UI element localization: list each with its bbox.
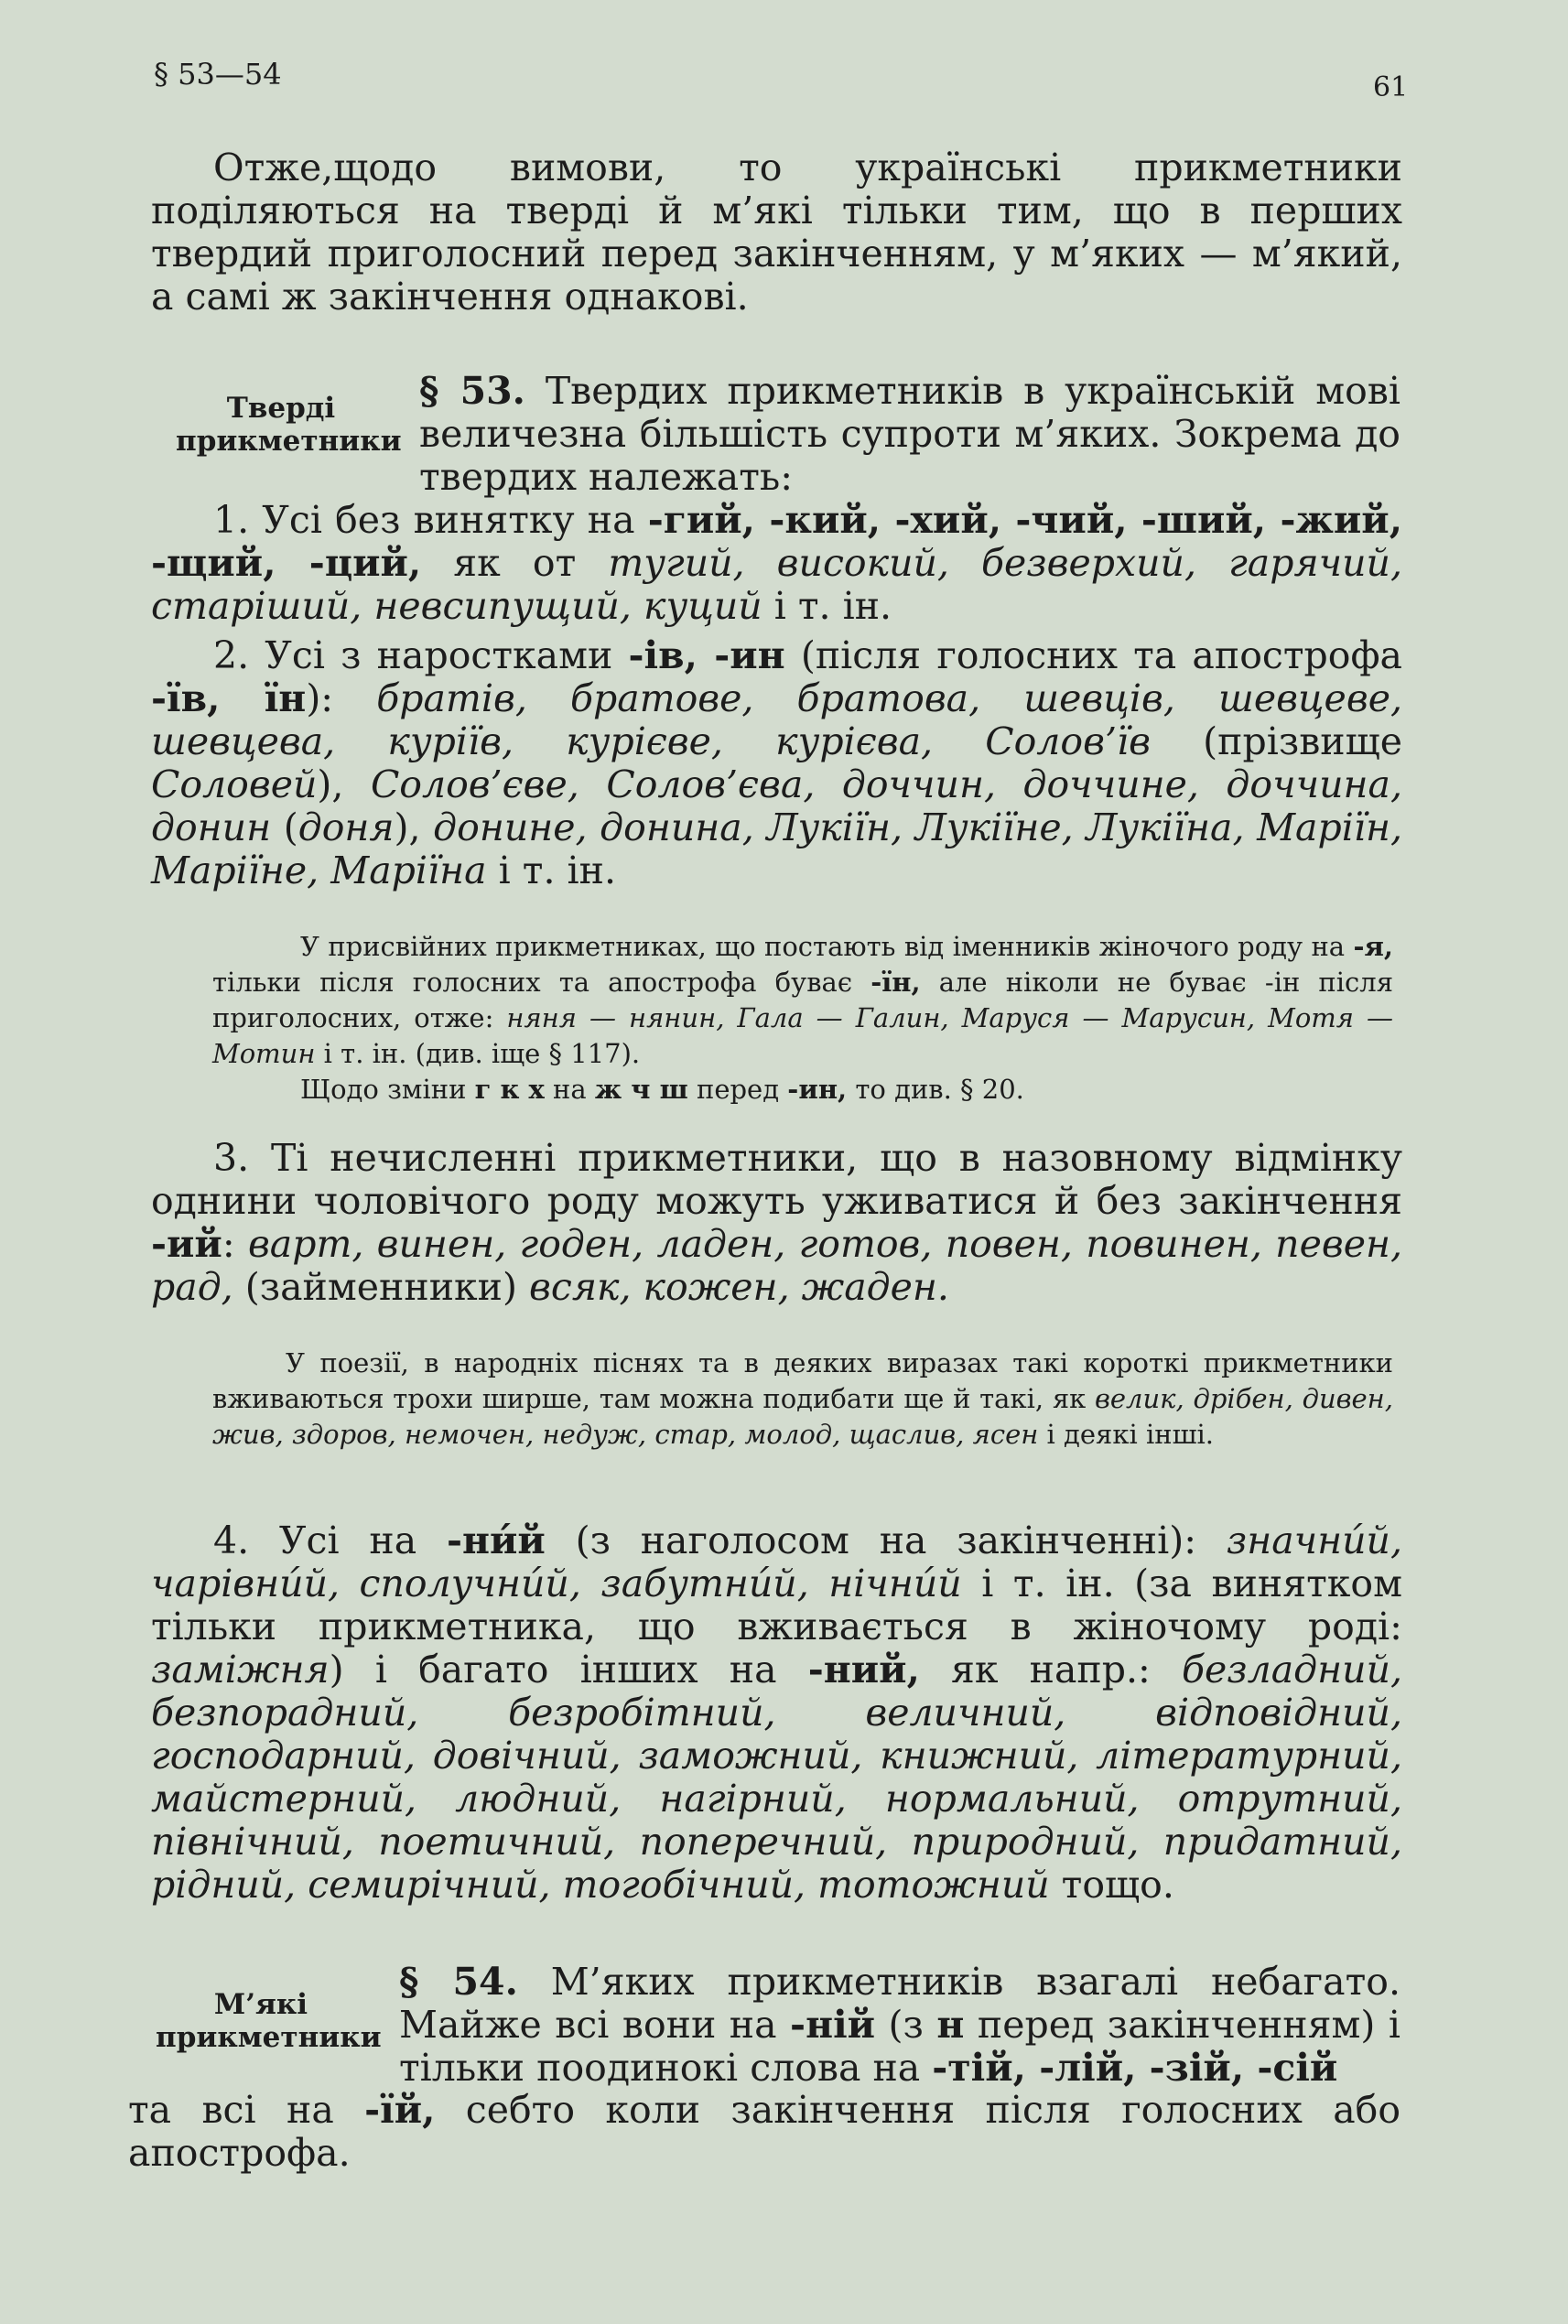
item-2-mid6: ), xyxy=(394,805,434,849)
page-number: 61 xyxy=(1373,71,1409,103)
item-2-mid5: ( xyxy=(271,805,298,849)
item-4-ending2: -ний, xyxy=(807,1648,920,1692)
intro-paragraph xyxy=(151,146,1402,319)
section-53-number: § 53. xyxy=(419,369,525,413)
section-54-number: § 54. xyxy=(399,1960,518,2004)
note2-b: велик, дрібен, дивен, жив, здоров, немочен, недуж, стар, молод, щаслив, ясен xyxy=(212,1383,1393,1450)
s54-f: -тій, -лій, -зій, -сій xyxy=(932,2046,1338,2090)
item-2-examples2: Солов’єве, Солов’єва, доччин, доччине, доччина, донин xyxy=(151,762,1402,849)
s54-e: перед закінченням) і тільки поодинокі слова на xyxy=(399,2003,1400,2090)
s54-c: (з xyxy=(875,2003,937,2047)
note1-b: -я, xyxy=(1353,931,1393,962)
item-4-mid1: (з наголосом на закінченні): xyxy=(545,1519,1227,1562)
s54-i: себто коли закінчення після голосних або апострофа. xyxy=(128,2088,1401,2175)
note1-line2-f: -ин, xyxy=(787,1074,848,1105)
item-2-mid4: ), xyxy=(317,762,371,806)
item-2-mid2: ): xyxy=(306,676,377,720)
item-2-mid1: (після голосних та апострофа xyxy=(784,633,1402,677)
item-3-examples2: всяк, кожен, жаден. xyxy=(529,1265,949,1309)
note1-line2-d: ж ч ш xyxy=(594,1074,688,1105)
item-2-name2: доня xyxy=(297,805,395,849)
item-1-end: і т. ін. xyxy=(762,584,892,628)
note1-g: і т. ін. (див. іще § 117). xyxy=(315,1038,641,1069)
item-2-examples1: братів, братове, братова, шевців, шевцеве, шевцева, куріїв, курієве, курієва, Солов’їв xyxy=(151,676,1402,763)
item-3-mid: : xyxy=(222,1222,248,1266)
item-2-name: Соловей xyxy=(151,762,318,806)
running-header-section: § 53—54 xyxy=(154,57,282,92)
note1-line2-g: то див. § 20. xyxy=(847,1074,1024,1105)
section-53-lead xyxy=(419,370,1400,499)
section-53-item-4 xyxy=(151,1519,1402,1907)
section-53-lead-text: Твердих прикметників в українській мові величезна більшість супроти м’яких. Зокрема до твердих належать: xyxy=(419,369,1400,499)
note1-c: тільки після голосних та апострофа буває xyxy=(212,967,871,998)
item-4-examples2: безладний, безпорадний, безробітний, величний, відповідний, господарний, довічний, заможний, книжний, літературний, майстерний, людний, нагірний, нормальний, отрутний, північний, поетичний, поперечний, природний, придатний, рідний, семирічний, тогобічний, тотожний xyxy=(151,1648,1403,1907)
s54-b: -ній xyxy=(790,2003,876,2047)
note1-a: У присвійних прикметниках, що постають від іменників жіночого роду на xyxy=(300,931,1354,962)
section-53-item-3 xyxy=(151,1137,1402,1309)
item-4-mid3: ) і багато інших на xyxy=(329,1648,808,1692)
item-2-suffixes2: -їв, їн xyxy=(151,676,307,720)
item-2-examples3: донине, донина, Лукіїн, Лукіїне, Лукіїна, Маріїн, Маріїне, Маріїна xyxy=(151,805,1403,892)
note1-f: няня — нянин, Гала — Галин, Маруся — Марусин, Мотя — Мотин xyxy=(212,1002,1393,1069)
note1-e: але ніколи не буває -ін після приголосних, отже: xyxy=(212,967,1393,1033)
item-2-suffixes: -ів, -ин xyxy=(628,633,785,677)
item-1-examples: тугий, високий, безверхий, гарячий, старіший, невсипущий, куций xyxy=(151,541,1402,628)
note1-d: -їн, xyxy=(871,967,921,998)
section-54-continuation xyxy=(128,2089,1400,2175)
item-4-end: тощо. xyxy=(1049,1863,1174,1907)
item-2-start: 2. Усі з наростками xyxy=(213,633,629,677)
s54-h: -їй, xyxy=(364,2088,436,2132)
item-4-ex-z: заміжня xyxy=(151,1648,330,1692)
note2-c: і деякі інші. xyxy=(1038,1419,1215,1450)
note-short-adjectives xyxy=(212,1346,1393,1453)
note2-a: У поезії, в народніх піснях та в деяких виразах такі короткі прикметники вживаються трохи ширше, там можна подибати ще й такі, як xyxy=(212,1347,1393,1414)
s54-a: М’яких прикметників взагалі небагато. Майже всі вони на xyxy=(399,1960,1401,2047)
item-4-start: 4. Усі на xyxy=(213,1519,447,1562)
margin-heading-hard-adjectives: Тверді прикметники xyxy=(176,392,402,458)
note1-line2-a: Щодо зміни xyxy=(300,1074,475,1105)
s54-g: та всі на xyxy=(128,2088,365,2132)
note1-line2-b: г к х xyxy=(474,1074,545,1105)
item-3-examples1: варт, винен, годен, ладен, готов, повен, повинен, певен, рад, xyxy=(151,1222,1402,1309)
note1-line2-c: на xyxy=(544,1074,595,1105)
section-53-item-1 xyxy=(151,499,1402,628)
margin-heading-soft-adjectives: М’які прикметники xyxy=(156,1988,382,2054)
item-1-start: 1. Усі без винятку на xyxy=(213,498,648,542)
item-4-ending: -ни́й xyxy=(446,1519,546,1562)
item-4-mid2: і т. ін. (за винятком тільки прикметника, що вживається в жіночому роді: xyxy=(151,1562,1402,1648)
item-3-ending: -ий xyxy=(151,1222,222,1266)
item-1-mid: як от xyxy=(421,541,609,585)
item-4-examples1: значни́й, чарівни́й, сполучни́й, забутни́й, нічни́й xyxy=(151,1519,1402,1605)
note-possessive-adjectives xyxy=(212,929,1393,1108)
note1-line2-e: перед xyxy=(687,1074,788,1105)
section-54-lead xyxy=(399,1961,1400,2090)
section-53-item-2 xyxy=(151,634,1402,892)
s54-d: н xyxy=(936,2003,965,2047)
item-2-mid3: (прізвище xyxy=(1150,719,1402,763)
item-3-start: 3. Ті нечисленні прикметники, що в назовному відмінку однини чоловічого роду можуть уживатися й без закінчення xyxy=(151,1136,1402,1223)
item-4-mid4: як напр.: xyxy=(919,1648,1182,1692)
item-3-mid2: (займенники) xyxy=(232,1265,529,1309)
item-2-end: і т. ін. xyxy=(486,849,616,892)
item-1-endings: -гий, -кий, -хий, -чий, -ший, -жий, -щий, -ций, xyxy=(151,498,1402,585)
intro-text: Отже,щодо вимови, то українські прикметники поділяються на тверді й м’які тільки тим, що в перших твердий приголосний перед закінченням, у м’яких — м’який, а самі ж закінчення однакові. xyxy=(151,146,1402,319)
